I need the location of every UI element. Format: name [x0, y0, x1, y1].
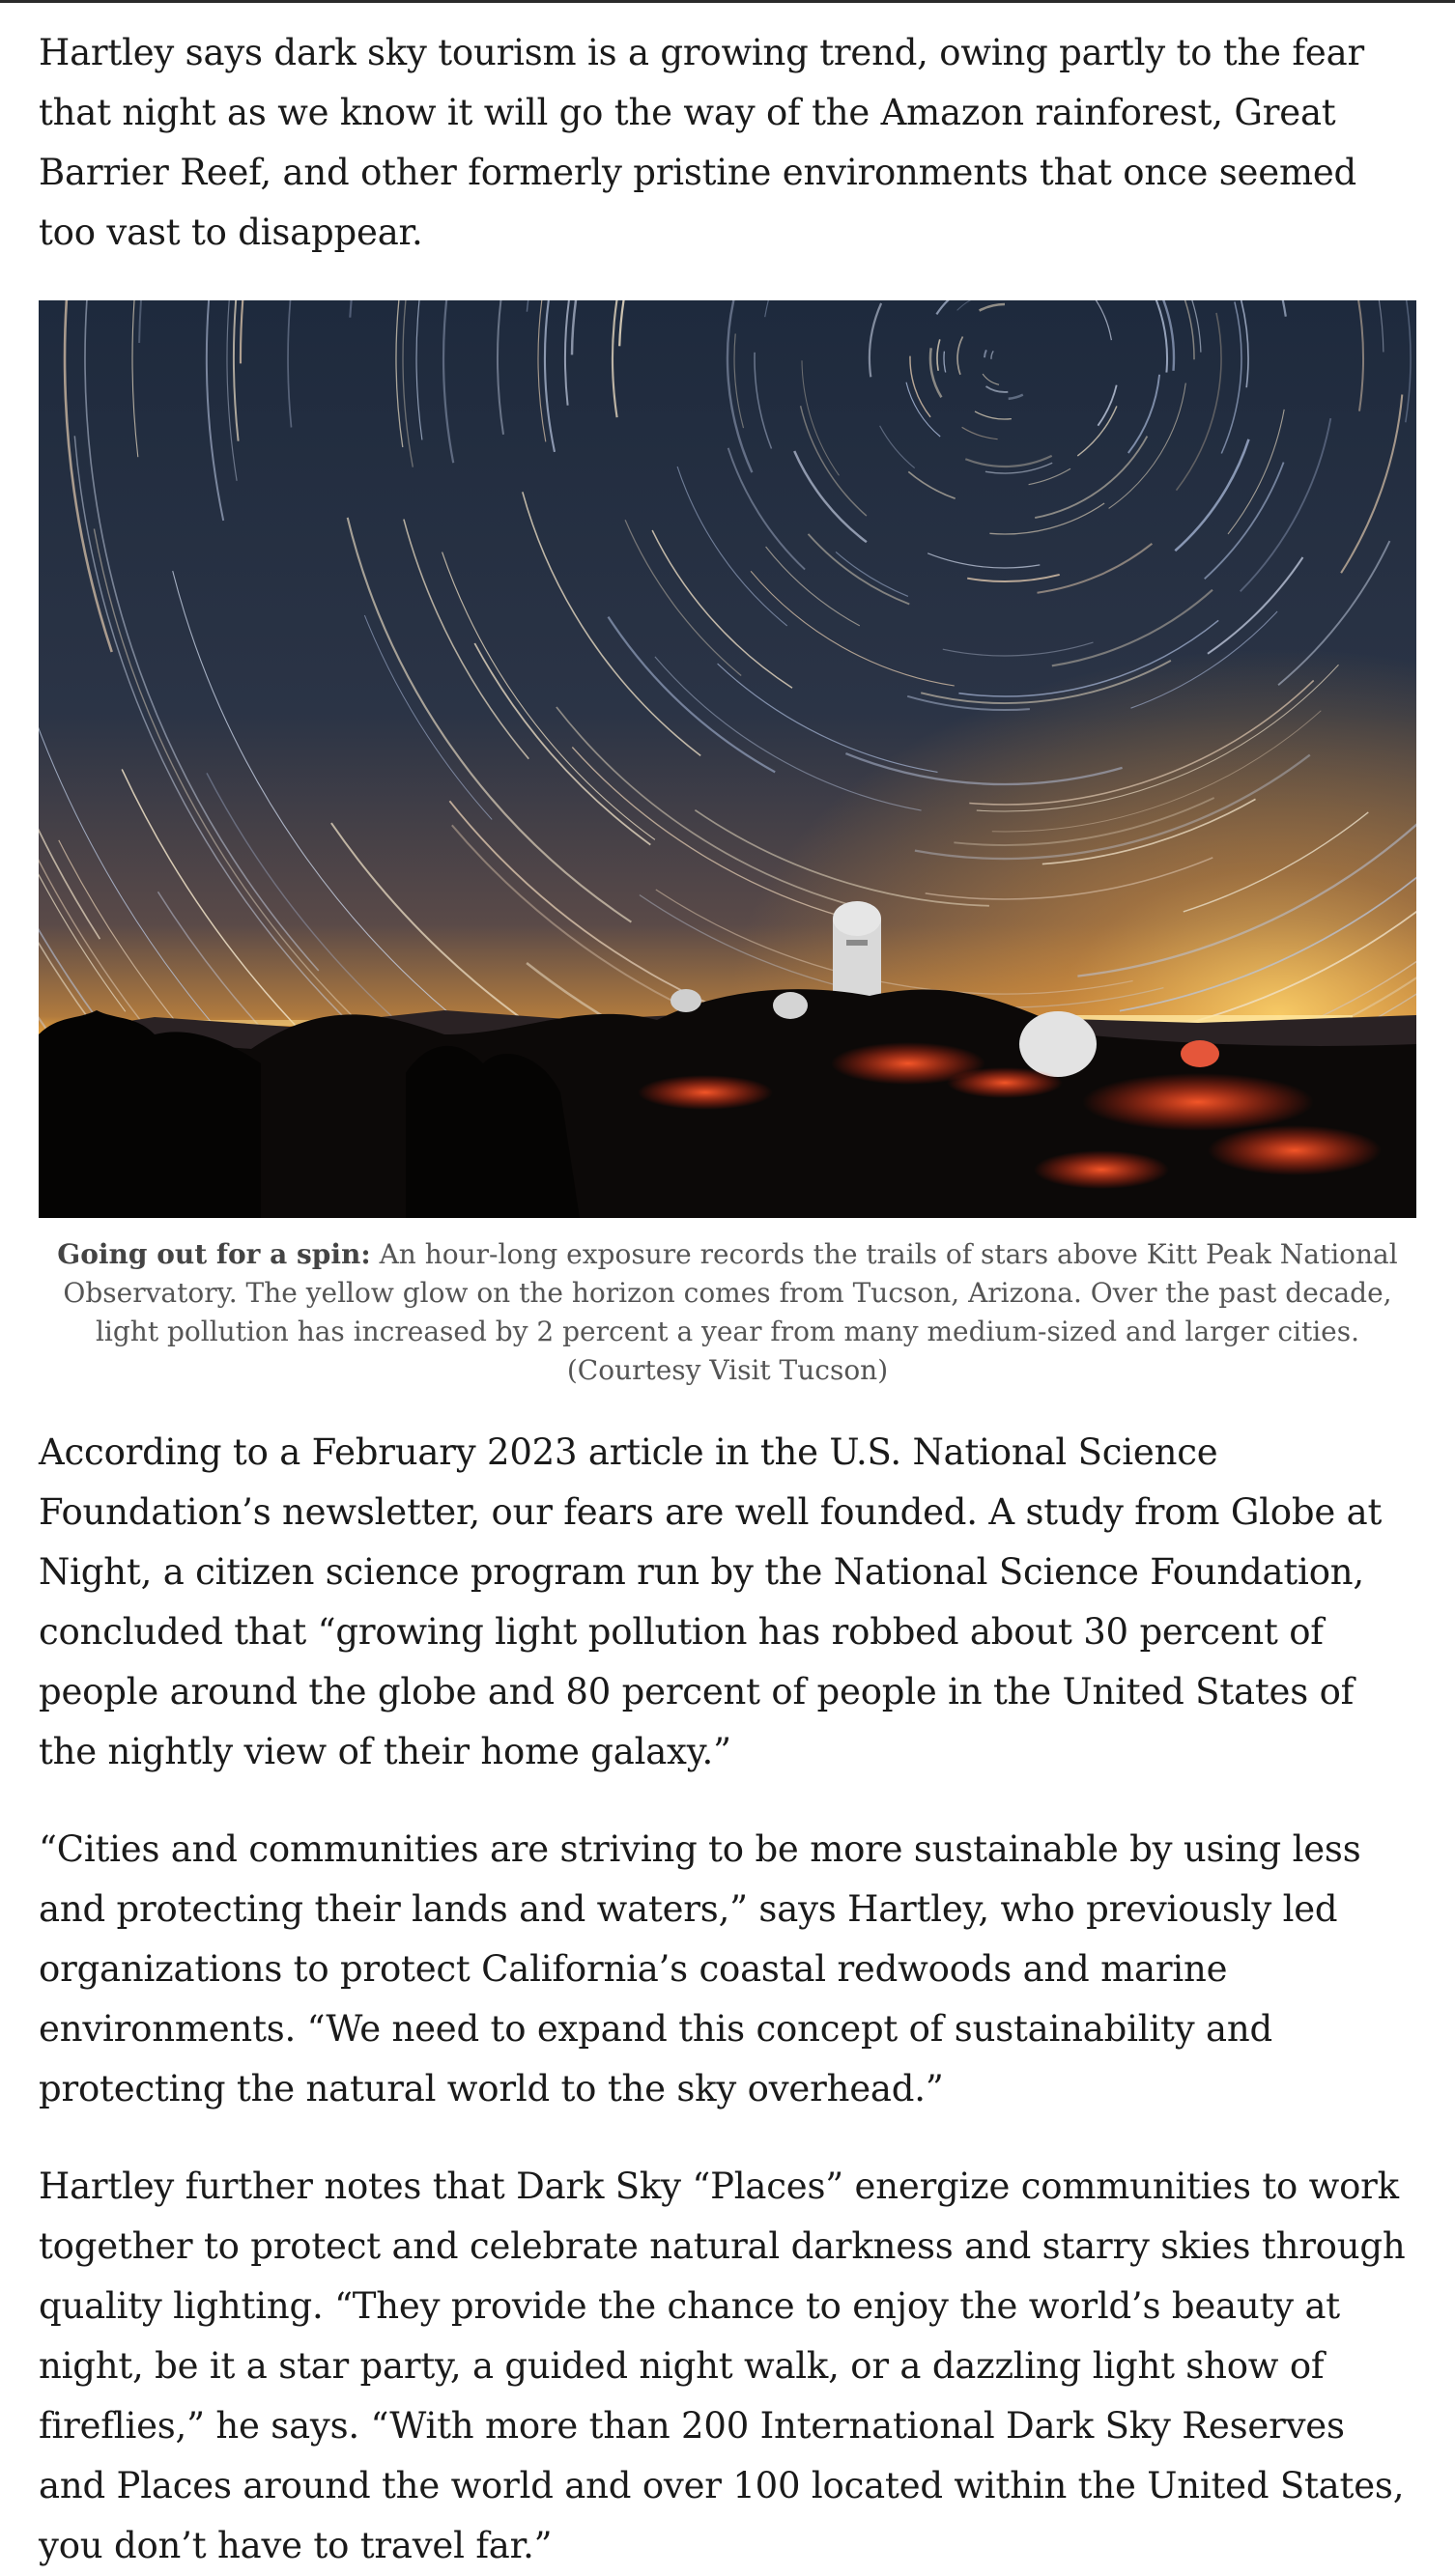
paragraph-places: Hartley further notes that Dark Sky “Places” energize communities to work together to protect and celebrate natural darkness and starry skies through quality lighting. “They provide the chance to enjoy the world’s beauty at night, be it a star party, a guided night walk, or a dazzling light show of fireflies,” he says. “With more than 200 International Dark Sky Reserves and Places around the world and over 100 located within the United States, you don’t have to travel far.”	[39, 2166, 1406, 2566]
paragraph-sustainability: “Cities and communities are striving to be more sustainable by using less and protecting their lands and waters,” says Hartley, who previously led organizations to protect California’s coastal redwoods and marine environments. “We need to expand this concept of sustainability and protecting the natural world to the sky overhead.”	[39, 1828, 1361, 2109]
caption-text: An hour-long exposure records the trails of stars above Kitt Peak National Observatory. The yellow glow on the horizon comes from Tucson, Arizona. Over the past decade, light pollution has increased by 2 percent a year from many medium-sized and larger cities. (Courtesy Visit Tucson)	[63, 1238, 1398, 1386]
star-trails-photo	[39, 300, 1416, 1218]
figure-caption	[39, 1235, 1416, 1390]
paragraph-study: According to a February 2023 article in the U.S. National Science Foundation’s newsletter, our fears are well founded. A study from Globe at Night, a citizen science program run by the National Science Foundation, concluded that “growing light pollution has robbed about 30 percent of people around the globe and 80 percent of people in the United States of the nightly view of their home galaxy.”	[39, 1431, 1383, 1772]
top-divider	[0, 0, 1455, 3]
star-trails-figure	[39, 300, 1416, 1390]
caption-lead: Going out for a spin:	[57, 1238, 371, 1270]
paragraph-intro: Hartley says dark sky tourism is a growing trend, owing partly to the fear that night as we know it will go the way of the Amazon rainforest, Great Barrier Reef, and other formerly pristine environments that once seemed too vast to disappear.	[39, 32, 1364, 253]
article-body	[39, 23, 1420, 2576]
